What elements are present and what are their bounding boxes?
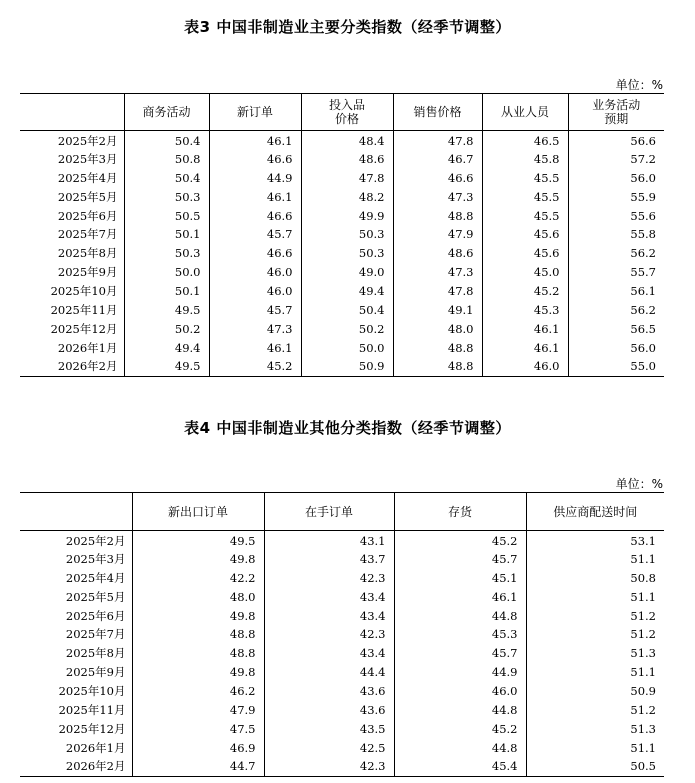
table3-column-header	[301, 94, 393, 131]
table3-row-label: 2025年7月	[57, 227, 118, 242]
table4-row	[20, 663, 664, 682]
table3-cell: 46.1	[209, 131, 301, 150]
table4-column-header: 新出口订单	[132, 493, 264, 531]
table3-column-header	[482, 94, 568, 131]
table4-row	[20, 549, 664, 568]
header-line: 从业人员	[500, 105, 549, 119]
table4-cell: 49.8	[132, 606, 264, 625]
table3-row-label: 2026年1月	[57, 340, 118, 355]
table4-cell: 45.2	[394, 719, 526, 738]
table4-cell: 45.7	[394, 549, 526, 568]
table3-cell: 45.5	[482, 187, 568, 206]
table4-cell: 47.9	[132, 701, 264, 720]
table4-cell: 44.9	[394, 663, 526, 682]
table4-row-label: 2025年3月	[65, 551, 126, 566]
table3-row	[20, 131, 664, 150]
table3-cell: 49.0	[301, 263, 393, 282]
header-line: 价格	[334, 112, 359, 126]
table4-cell: 51.3	[526, 719, 664, 738]
table3-cell: 55.8	[568, 225, 664, 244]
table3-cell: 50.9	[301, 357, 393, 376]
table4-cell: 43.6	[264, 682, 394, 701]
table4-row	[20, 682, 664, 701]
table3-cell: 45.0	[482, 263, 568, 282]
header-line: 投入品	[328, 98, 365, 112]
table3-title: 表3 中国非制造业主要分类指数（经季节调整）	[184, 18, 511, 36]
table3-cell: 49.5	[124, 357, 209, 376]
table4-row	[20, 719, 664, 738]
table3-column-header	[568, 94, 664, 131]
table4-cell: 45.2	[394, 531, 526, 550]
table3-cell: 45.5	[482, 206, 568, 225]
table4-cell: 51.1	[526, 663, 664, 682]
table3-cell: 48.6	[301, 149, 393, 168]
header-line: 业务活动	[592, 98, 641, 112]
table4-cell: 51.1	[526, 587, 664, 606]
table4-cell: 46.2	[132, 682, 264, 701]
table3-cell: 46.1	[209, 338, 301, 357]
table4-cell: 44.8	[394, 606, 526, 625]
table3-cell: 50.5	[124, 206, 209, 225]
table4-cell: 42.3	[264, 625, 394, 644]
table3-row	[20, 187, 664, 206]
table3-row	[20, 168, 664, 187]
table3-cell: 48.8	[393, 357, 482, 376]
table4-cell: 45.4	[394, 757, 526, 776]
table3-cell: 46.6	[209, 149, 301, 168]
table4-cell: 44.4	[264, 663, 394, 682]
table3-cell: 46.0	[209, 282, 301, 301]
table3-row-label: 2025年9月	[57, 265, 118, 280]
table3-cell: 46.0	[482, 357, 568, 376]
table3-cell: 46.7	[393, 149, 482, 168]
table3-row-label: 2025年4月	[57, 170, 118, 185]
table3-row	[20, 301, 664, 320]
table4-row	[20, 625, 664, 644]
table4-column-header: 存货	[394, 493, 526, 531]
table3-row	[20, 338, 664, 357]
table3-row	[20, 357, 664, 376]
table4-cell: 46.9	[132, 738, 264, 757]
table4-cell: 51.1	[526, 549, 664, 568]
table3-cell: 56.2	[568, 244, 664, 263]
table4-cell: 43.6	[264, 701, 394, 720]
table3-cell: 49.4	[124, 338, 209, 357]
table4-cell: 51.1	[526, 738, 664, 757]
table4-cell: 51.2	[526, 701, 664, 720]
table4-row	[20, 531, 664, 550]
table4-row	[20, 701, 664, 720]
table3-unit: 单位：%	[615, 78, 663, 92]
table4-row-label: 2025年9月	[65, 665, 126, 680]
table3-cell: 50.4	[124, 131, 209, 150]
table4-cell: 43.4	[264, 644, 394, 663]
table3-cell: 45.6	[482, 244, 568, 263]
table3-cell: 47.8	[393, 131, 482, 150]
table4-row-label: 2025年8月	[65, 646, 126, 661]
table3-row	[20, 149, 664, 168]
table3-cell: 48.6	[393, 244, 482, 263]
table3-row-label: 2025年10月	[50, 284, 118, 299]
header-line: 销售价格	[413, 105, 462, 119]
table3-cell: 47.8	[301, 168, 393, 187]
table4-cell: 49.5	[132, 531, 264, 550]
table3-cell: 46.1	[482, 319, 568, 338]
table4-row-label: 2026年1月	[65, 740, 126, 755]
table3	[20, 93, 664, 377]
table3-cell: 50.3	[124, 244, 209, 263]
table4-cell: 51.3	[526, 644, 664, 663]
table3-cell: 47.9	[393, 225, 482, 244]
table3-cell: 50.2	[124, 319, 209, 338]
table3-cell: 49.4	[301, 282, 393, 301]
table4-cell: 50.9	[526, 682, 664, 701]
table4-cell: 49.8	[132, 549, 264, 568]
table3-cell: 47.3	[393, 263, 482, 282]
table4-cell: 45.3	[394, 625, 526, 644]
table3-column-header	[124, 94, 209, 131]
table4-row-label: 2025年5月	[65, 589, 126, 604]
table4-cell: 48.0	[132, 587, 264, 606]
table3-row	[20, 206, 664, 225]
table4-cell: 53.1	[526, 531, 664, 550]
table4-row	[20, 644, 664, 663]
table3-cell: 46.1	[482, 338, 568, 357]
table4-header-blank	[20, 493, 132, 531]
table4-cell: 50.8	[526, 568, 664, 587]
table3-column-header	[393, 94, 482, 131]
table3-row-label: 2025年3月	[57, 151, 118, 166]
table3-cell: 45.3	[482, 301, 568, 320]
table4-row-label: 2025年6月	[65, 608, 126, 623]
table3-cell: 57.2	[568, 149, 664, 168]
table4-row	[20, 606, 664, 625]
table4-cell: 42.3	[264, 568, 394, 587]
table4-cell: 48.8	[132, 644, 264, 663]
table3-cell: 50.3	[301, 244, 393, 263]
table3-cell: 50.2	[301, 319, 393, 338]
table4-cell: 50.5	[526, 757, 664, 776]
table4-row-label: 2025年2月	[65, 534, 126, 549]
table3-cell: 45.7	[209, 301, 301, 320]
header-line: 新订单	[236, 105, 273, 119]
table4-row-label: 2025年12月	[58, 721, 126, 736]
table4-row-label: 2025年10月	[58, 684, 126, 699]
table3-cell: 46.6	[209, 206, 301, 225]
table3-cell: 46.0	[209, 263, 301, 282]
table4-row-label: 2025年4月	[65, 570, 126, 585]
table3-cell: 50.3	[124, 187, 209, 206]
table3-cell: 45.6	[482, 225, 568, 244]
table3-cell: 45.5	[482, 168, 568, 187]
table3-cell: 45.2	[209, 357, 301, 376]
table4-cell: 43.4	[264, 606, 394, 625]
table3-cell: 47.3	[209, 319, 301, 338]
table3-cell: 50.0	[301, 338, 393, 357]
table3-cell: 44.9	[209, 168, 301, 187]
table3-row	[20, 319, 664, 338]
table3-cell: 55.7	[568, 263, 664, 282]
table3-cell: 56.0	[568, 168, 664, 187]
table3-cell: 55.0	[568, 357, 664, 376]
table3-cell: 48.4	[301, 131, 393, 150]
table3-cell: 46.5	[482, 131, 568, 150]
table3-cell: 48.8	[393, 206, 482, 225]
table4-cell: 46.1	[394, 587, 526, 606]
table4-cell: 43.1	[264, 531, 394, 550]
table4-row	[20, 738, 664, 757]
table3-cell: 56.1	[568, 282, 664, 301]
table3-cell: 49.5	[124, 301, 209, 320]
table3-cell: 55.6	[568, 206, 664, 225]
table4	[20, 492, 664, 777]
table4-cell: 43.5	[264, 719, 394, 738]
table4-row-label: 2025年11月	[58, 702, 126, 717]
table4-unit: 单位：%	[615, 477, 663, 491]
table4-column-header: 供应商配送时间	[526, 493, 664, 531]
table3-cell: 48.8	[393, 338, 482, 357]
table3-cell: 47.3	[393, 187, 482, 206]
table3-cell: 56.2	[568, 301, 664, 320]
table4-cell: 44.7	[132, 757, 264, 776]
table3-column-header	[209, 94, 301, 131]
table4-row	[20, 757, 664, 776]
table4-cell: 44.8	[394, 738, 526, 757]
table4-cell: 42.5	[264, 738, 394, 757]
table3-cell: 46.6	[209, 244, 301, 263]
table3-cell: 47.8	[393, 282, 482, 301]
table3-cell: 48.2	[301, 187, 393, 206]
table3-cell: 45.2	[482, 282, 568, 301]
table4-cell: 42.3	[264, 757, 394, 776]
table4-cell: 47.5	[132, 719, 264, 738]
table3-cell: 50.1	[124, 282, 209, 301]
table3-row-label: 2025年8月	[57, 246, 118, 261]
table3-row	[20, 225, 664, 244]
table3-cell: 55.9	[568, 187, 664, 206]
table3-cell: 56.6	[568, 131, 664, 150]
table3-cell: 50.4	[301, 301, 393, 320]
table3-header-blank	[20, 94, 124, 131]
table4-cell: 48.8	[132, 625, 264, 644]
table3-row	[20, 282, 664, 301]
table4-cell: 43.4	[264, 587, 394, 606]
table3-cell: 49.1	[393, 301, 482, 320]
table3-cell: 50.3	[301, 225, 393, 244]
table3-cell: 49.9	[301, 206, 393, 225]
table3-cell: 48.0	[393, 319, 482, 338]
table3-row-label: 2025年5月	[57, 189, 118, 204]
table3-row-label: 2026年2月	[20, 357, 124, 376]
table4-cell: 46.0	[394, 682, 526, 701]
table4-row-label: 2025年7月	[65, 627, 126, 642]
table3-cell: 50.4	[124, 168, 209, 187]
table4-cell: 49.8	[132, 663, 264, 682]
table3-cell: 50.0	[124, 263, 209, 282]
table3-row-label: 2025年6月	[57, 208, 118, 223]
table3-cell: 46.6	[393, 168, 482, 187]
table3-row	[20, 263, 664, 282]
table4-row	[20, 587, 664, 606]
table3-cell: 56.0	[568, 338, 664, 357]
table3-cell: 56.5	[568, 319, 664, 338]
table3-row-label: 2025年2月	[57, 134, 118, 149]
table3-cell: 50.1	[124, 225, 209, 244]
table3-row-label: 2025年11月	[50, 302, 118, 317]
table4-row-label: 2026年2月	[20, 757, 132, 776]
table4-cell: 44.8	[394, 701, 526, 720]
table3-cell: 45.7	[209, 225, 301, 244]
table4-title: 表4 中国非制造业其他分类指数（经季节调整）	[184, 419, 511, 437]
table3-cell: 50.8	[124, 149, 209, 168]
table4-cell: 43.7	[264, 549, 394, 568]
table4-cell: 51.2	[526, 606, 664, 625]
table4-cell: 42.2	[132, 568, 264, 587]
table3-row	[20, 244, 664, 263]
table4-cell: 51.2	[526, 625, 664, 644]
table3-row-label: 2025年12月	[50, 321, 118, 336]
header-line: 预期	[604, 112, 629, 126]
table3-cell: 46.1	[209, 187, 301, 206]
header-line: 商务活动	[142, 105, 191, 119]
table4-row	[20, 568, 664, 587]
table4-cell: 45.7	[394, 644, 526, 663]
table3-cell: 45.8	[482, 149, 568, 168]
table4-column-header: 在手订单	[264, 493, 394, 531]
table4-cell: 45.1	[394, 568, 526, 587]
